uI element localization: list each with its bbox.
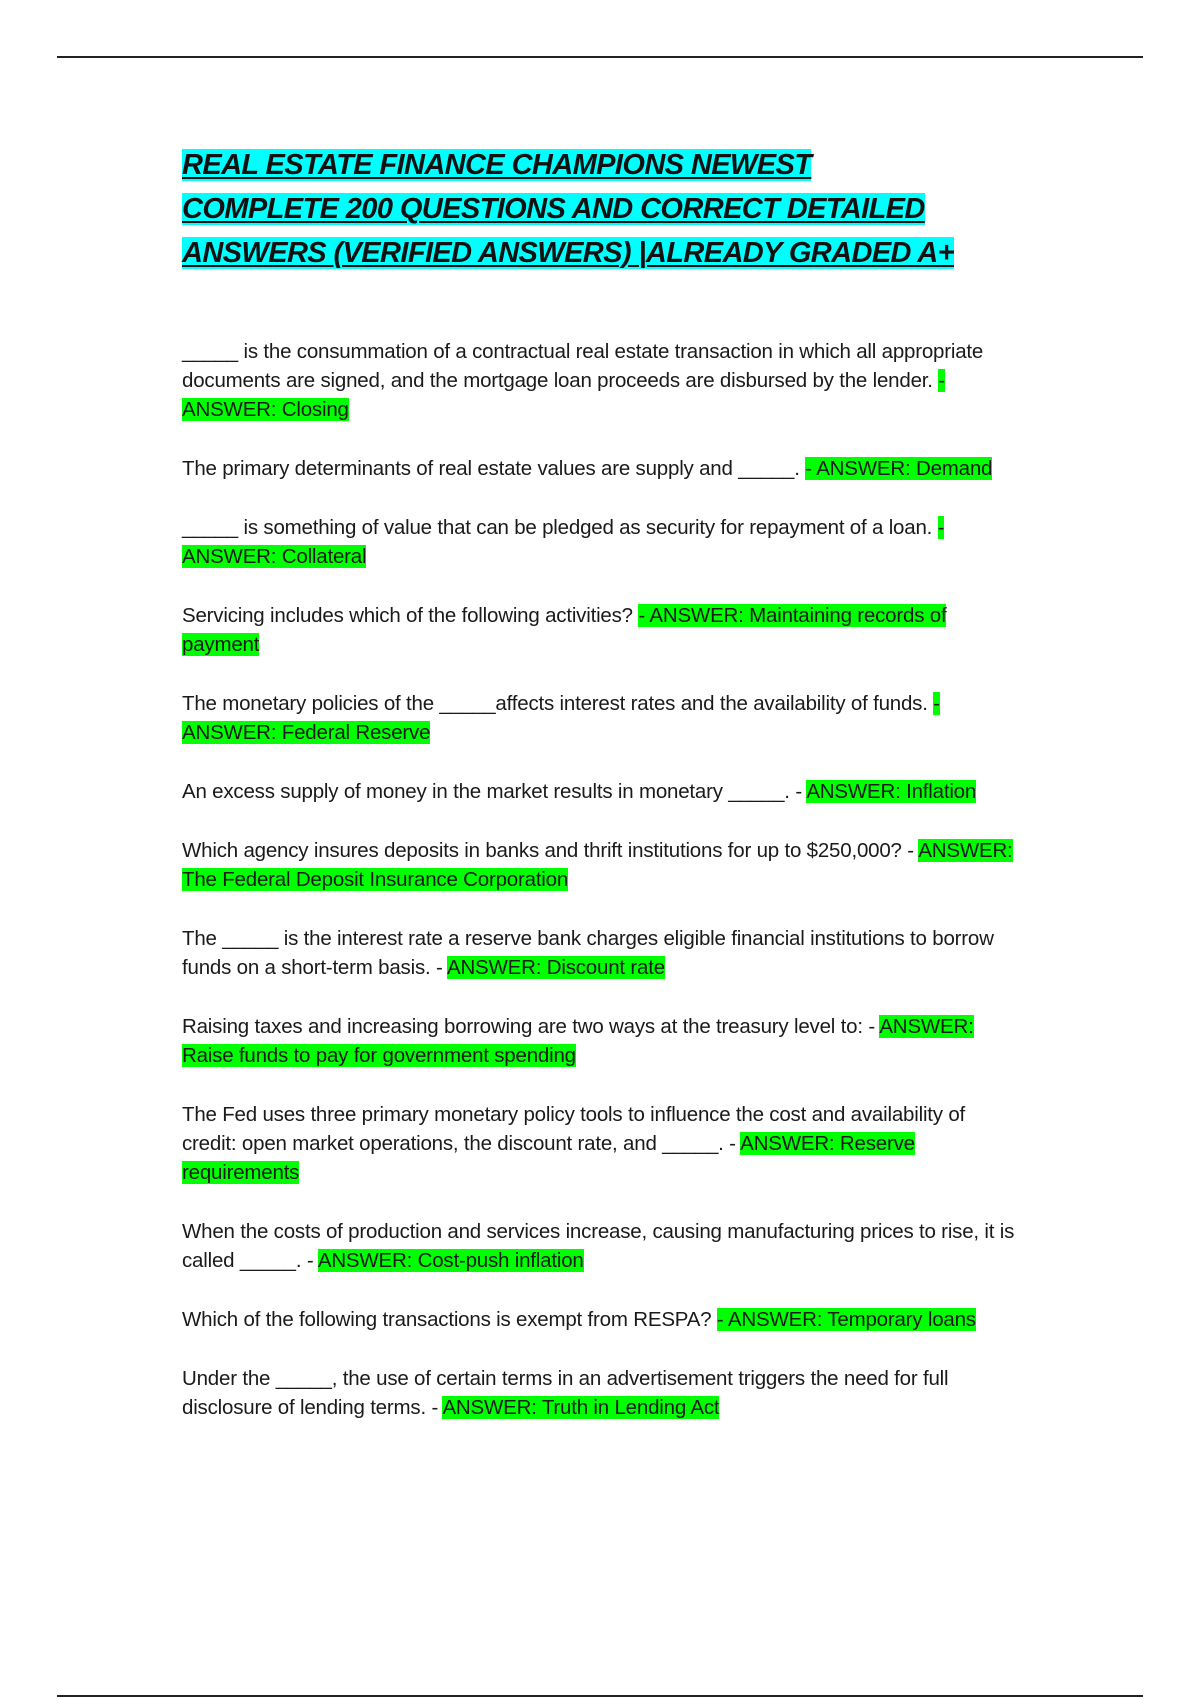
answer-separator: - [306, 1249, 318, 1272]
qa-item [182, 1100, 1022, 1187]
qa-item [182, 836, 1022, 894]
question-text: Under the _____, the use of certain terms in an advertisement triggers the need for full disclosure of lending terms. [182, 1367, 949, 1419]
qa-item [182, 601, 1022, 659]
answer-highlight: - ANSWER: Closing [182, 369, 945, 421]
question-text: The _____ is the interest rate a reserve bank charges eligible financial institutions to borrow funds on a short-term basis. [182, 927, 994, 979]
answer-separator: - [795, 780, 807, 803]
question-text: The primary determinants of real estate values are supply and _____. [182, 457, 806, 480]
header-rule [57, 56, 1143, 58]
title-line: REAL ESTATE FINANCE CHAMPIONS NEWEST [182, 149, 812, 181]
qa-item [182, 924, 1022, 982]
answer-highlight: - ANSWER: Collateral [182, 516, 945, 568]
answer-highlight: - ANSWER: Temporary loans [716, 1308, 976, 1331]
question-text: Which of the following transactions is exempt from RESPA? [182, 1308, 717, 1331]
footer-rule [57, 1695, 1143, 1697]
question-text: Raising taxes and increasing borrowing are two ways at the treasury level to: [182, 1015, 869, 1038]
answer-separator: - [907, 839, 919, 862]
qa-list [182, 337, 1022, 1422]
answer-highlight: - ANSWER: Maintaining records of payment [182, 604, 947, 656]
answer-highlight: ANSWER: Truth in Lending Act [442, 1396, 720, 1419]
answer-highlight: - ANSWER: Federal Reserve [182, 692, 940, 744]
qa-item [182, 454, 1022, 483]
answer-highlight: ANSWER: The Federal Deposit Insurance Corporation [182, 839, 1013, 891]
answer-separator: - [435, 956, 447, 979]
question-text: _____ is the consummation of a contractual real estate transaction in which all appropriate documents are signed, and the mortgage loan proceeds are disbursed by the lender. [182, 340, 984, 392]
qa-item [182, 337, 1022, 424]
answer-highlight: ANSWER: Raise funds to pay for government spending [182, 1015, 974, 1067]
question-text: The monetary policies of the _____affects interest rates and the availability of funds. [182, 692, 934, 715]
question-text: An excess supply of money in the market results in monetary _____. [182, 780, 796, 803]
answer-highlight: ANSWER: Discount rate [446, 956, 665, 979]
document-title [182, 143, 1022, 275]
answer-separator: - [868, 1015, 880, 1038]
answer-highlight: ANSWER: Inflation [806, 780, 977, 803]
answer-highlight: ANSWER: Cost-push inflation [317, 1249, 584, 1272]
answer-separator: - [729, 1132, 741, 1155]
question-text: Which agency insures deposits in banks and thrift institutions for up to $250,000? [182, 839, 908, 862]
question-text: The Fed uses three primary monetary policy tools to influence the cost and availability of credit: open market operations, the discount rate, and _____. [182, 1103, 966, 1155]
answer-separator: - [431, 1396, 443, 1419]
question-text: When the costs of production and services increase, causing manufacturing prices to rise, it is called _____. [182, 1220, 1015, 1272]
answer-highlight: - ANSWER: Demand [805, 457, 993, 480]
answer-highlight: ANSWER: Reserve requirements [182, 1132, 915, 1184]
qa-item [182, 1305, 1022, 1334]
title-line: ANSWERS (VERIFIED ANSWERS) |ALREADY GRADED A+ [182, 237, 954, 269]
qa-item [182, 1364, 1022, 1422]
qa-item [182, 777, 1022, 806]
document-body [182, 143, 1022, 1452]
title-line: COMPLETE 200 QUESTIONS AND CORRECT DETAILED [182, 193, 925, 225]
qa-item [182, 1012, 1022, 1070]
qa-item [182, 689, 1022, 747]
question-text: Servicing includes which of the following activities? [182, 604, 639, 627]
question-text: _____ is something of value that can be pledged as security for repayment of a loan. [182, 516, 938, 539]
qa-item [182, 1217, 1022, 1275]
qa-item [182, 513, 1022, 571]
